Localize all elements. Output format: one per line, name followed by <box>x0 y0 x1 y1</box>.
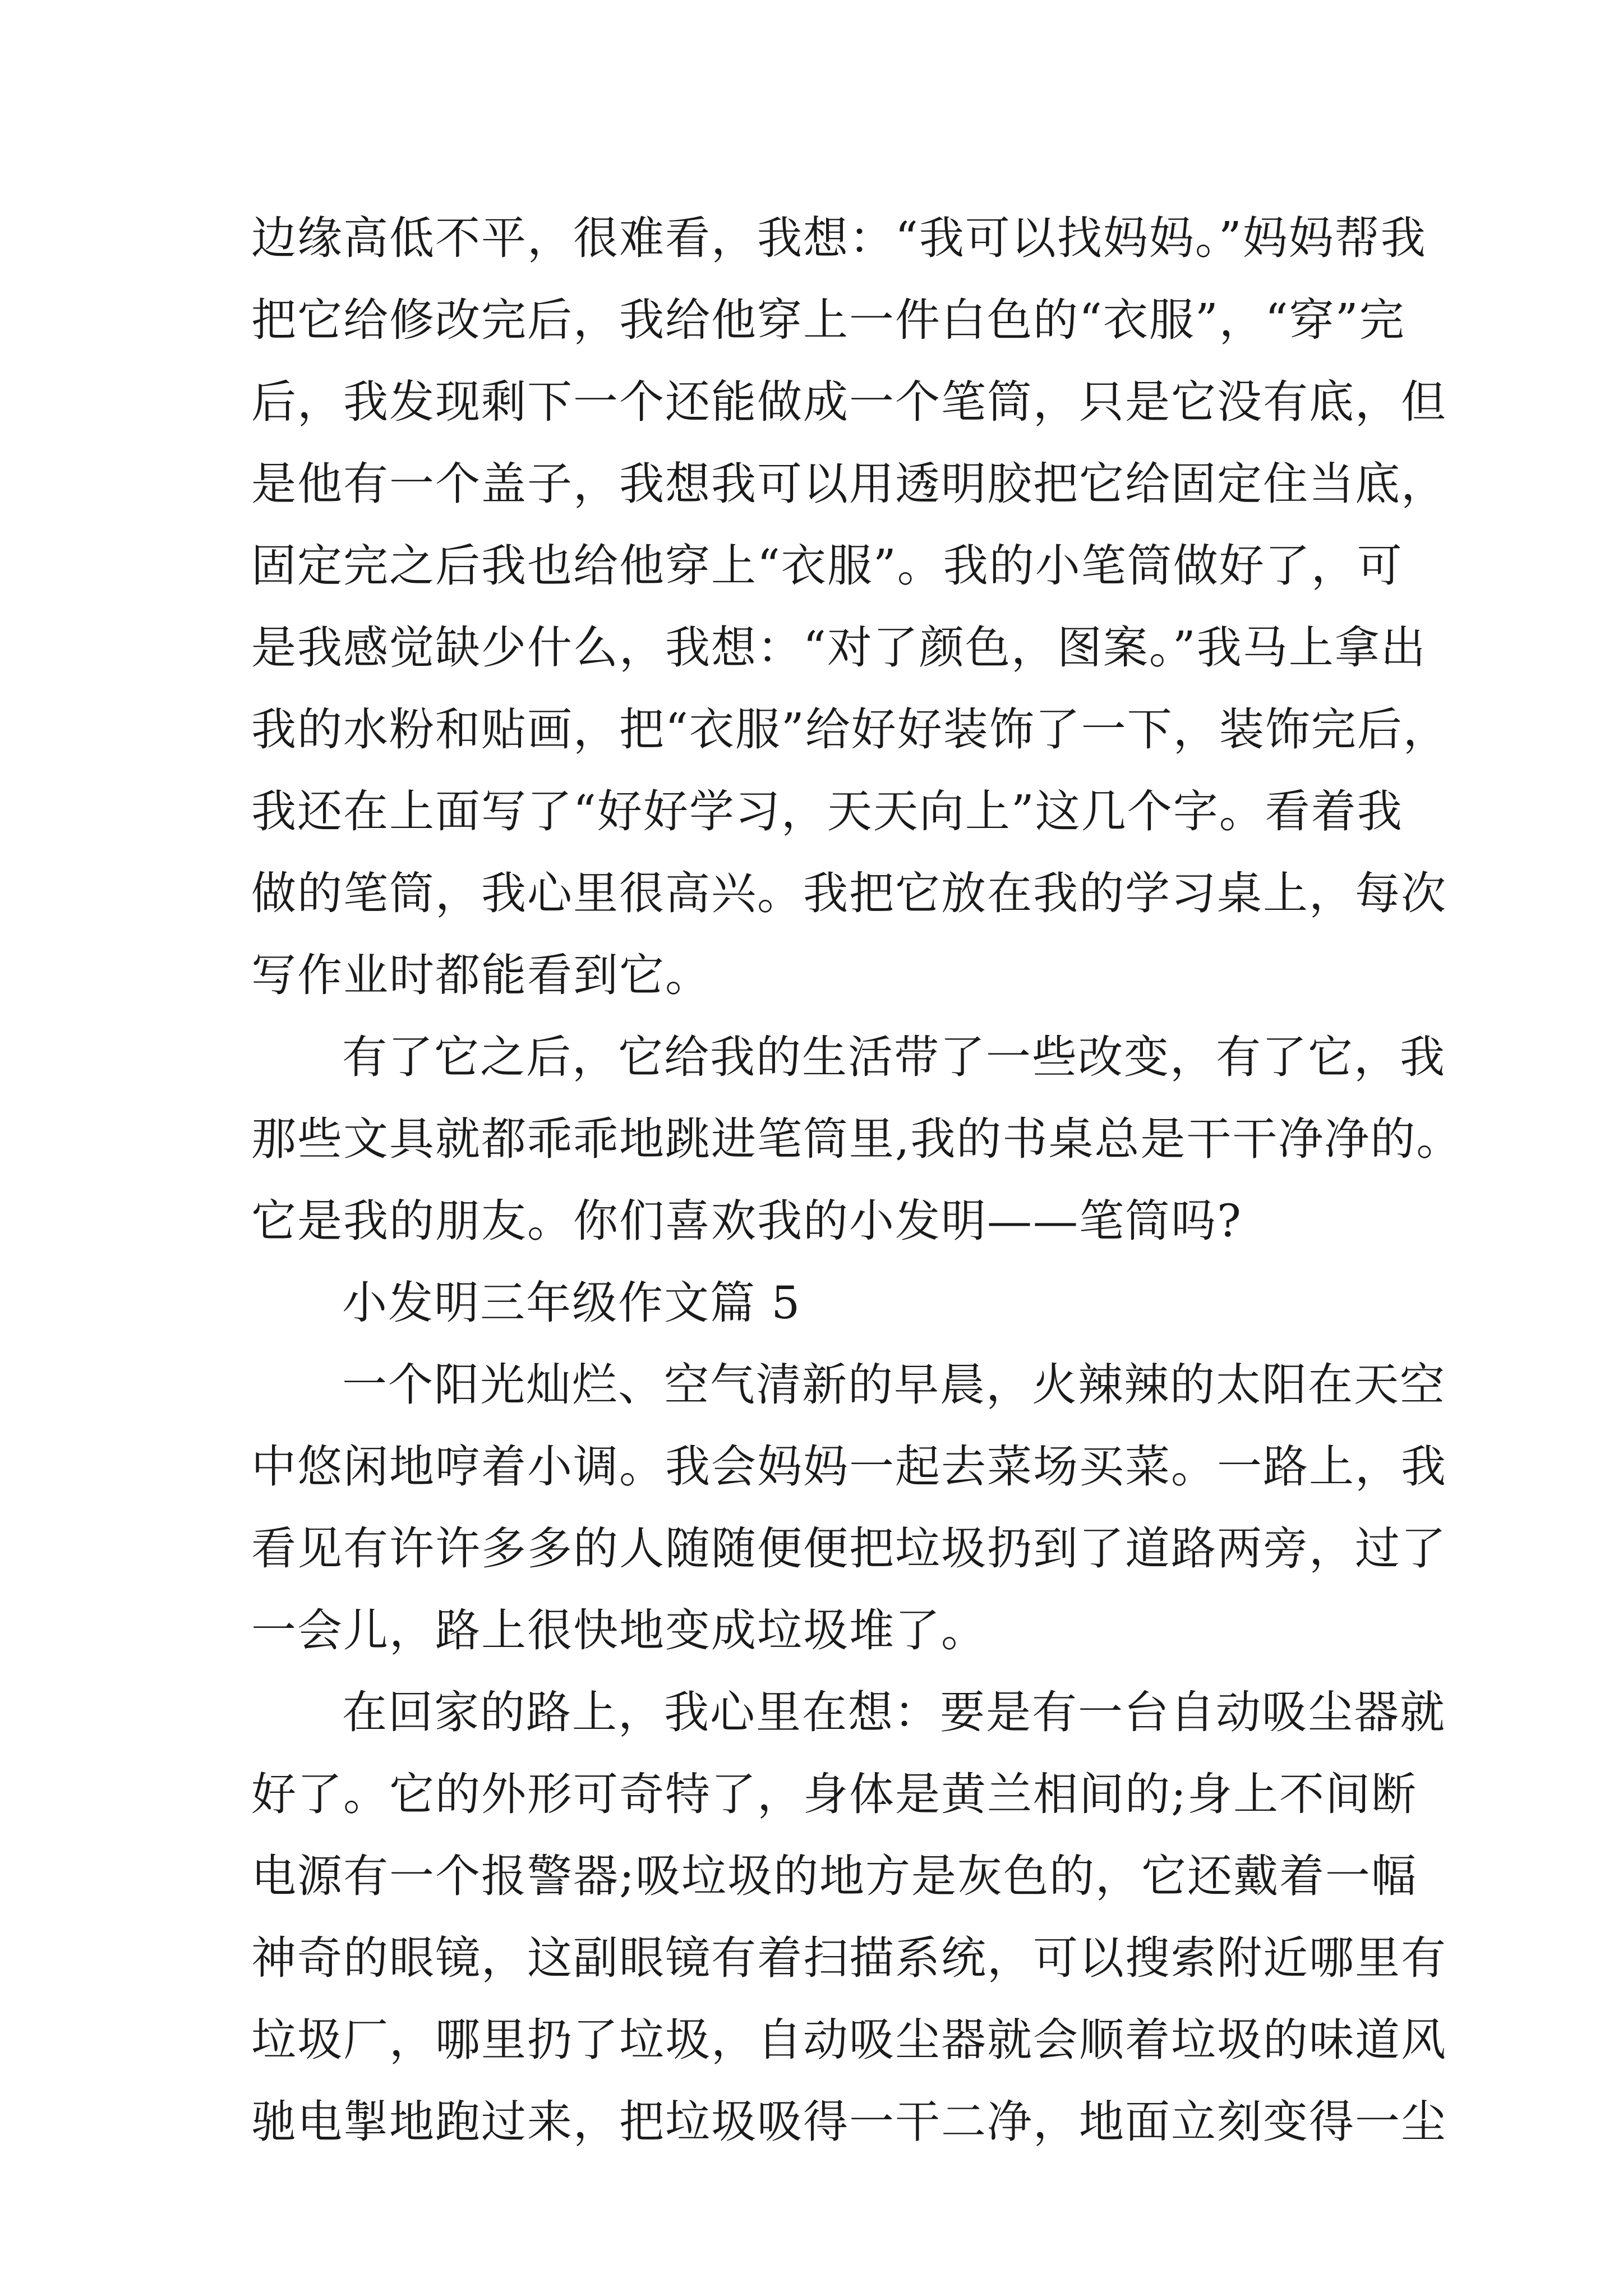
text-line: 把它给修改完后，我给他穿上一件白色的“衣服”，“穿”完 <box>251 294 1405 346</box>
text-line: 后，我发现剩下一个还能做成一个笔筒，只是它没有底，但 <box>251 376 1447 428</box>
text-line: 是他有一个盖子，我想我可以用透明胶把它给固定住当底， <box>251 458 1447 510</box>
text-line: 那些文具就都乖乖地跳进笔筒里,我的书桌总是干干净净的。 <box>251 1113 1463 1165</box>
document-body <box>251 197 1463 2163</box>
text-line: 电源有一个报警器;吸垃圾的地方是灰色的，它还戴着一幅 <box>251 1850 1417 1902</box>
paragraph-first-line: 有了它之后，它给我的生活带了一些改变，有了它，我 <box>342 1031 1446 1083</box>
text-line: 是我感觉缺少什么，我想：“对了颜色，图案。”我马上拿出 <box>251 622 1427 674</box>
paragraph-first-line: 一个阳光灿烂、空气清新的早晨，火辣辣的太阳在天空 <box>342 1359 1446 1411</box>
text-line: 固定完之后我也给他穿上“衣服”。我的小笔筒做好了，可 <box>251 540 1403 592</box>
text-line: 它是我的朋友。你们喜欢我的小发明——笔筒吗? <box>251 1195 1242 1247</box>
text-line: 神奇的眼镜，这副眼镜有着扫描系统，可以搜索附近哪里有 <box>251 1932 1447 1984</box>
text-line: 垃圾厂，哪里扔了垃圾，自动吸尘器就会顺着垃圾的味道风 <box>251 2014 1447 2066</box>
text-line: 我的水粉和贴画，把“衣服”给好好装饰了一下，装饰完后， <box>251 703 1449 756</box>
text-line: 我还在上面写了“好好学习，天天向上”这几个字。看着我 <box>251 785 1403 838</box>
text-line: 一会儿，路上很快地变成垃圾堆了。 <box>251 1604 987 1657</box>
text-line: 好了。它的外形可奇特了，身体是黄兰相间的;身上不间断 <box>251 1768 1417 1820</box>
text-line: 驰电掣地跑过来，把垃圾吸得一干二净，地面立刻变得一尘 <box>251 2096 1447 2148</box>
text-line: 做的笔筒，我心里很高兴。我把它放在我的学习桌上，每次 <box>251 867 1447 919</box>
text-line: 中悠闲地哼着小调。我会妈妈一起去菜场买菜。一路上，我 <box>251 1441 1447 1493</box>
text-line: 写作业时都能看到它。 <box>251 949 711 1001</box>
section-heading: 小发明三年级作文篇 5 <box>342 1277 801 1329</box>
text-line: 看见有许许多多的人随随便便把垃圾扔到了道路两旁，过了 <box>251 1522 1447 1575</box>
paragraph-first-line: 在回家的路上，我心里在想：要是有一台自动吸尘器就 <box>342 1686 1446 1738</box>
text-line: 边缘高低不平，很难看，我想：“我可以找妈妈。”妈妈帮我 <box>251 212 1427 264</box>
